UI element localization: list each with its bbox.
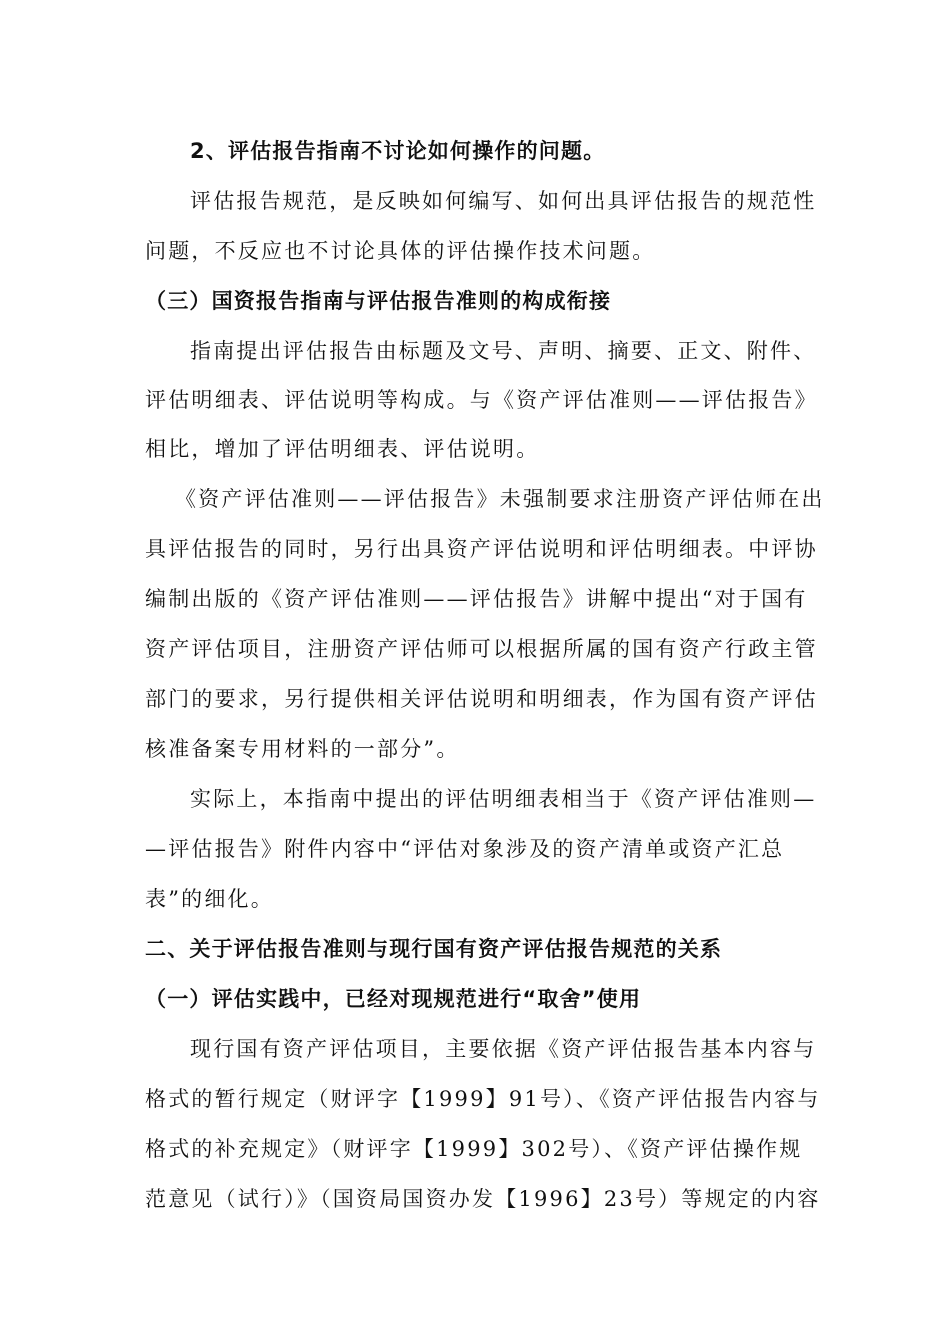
- paragraph-line: 格式的补充规定》（财评字【1999】302号）、《资产评估操作规: [145, 1137, 803, 1161]
- paragraph-line: 部门的要求，另行提供相关评估说明和明细表，作为国有资产评估: [145, 687, 818, 711]
- section-heading-3: （三）国资报告指南与评估报告准则的构成衔接: [145, 289, 612, 313]
- paragraph-line: 实际上，本指南中提出的评估明细表相当于《资产评估准则—: [190, 787, 817, 811]
- paragraph-line: 范意见（试行）》（国资局国资办发【1996】23号）等规定的内容: [145, 1187, 821, 1211]
- paragraph-line: —评估报告》附件内容中“评估对象涉及的资产清单或资产汇总: [145, 837, 785, 861]
- section-heading-1: （一）评估实践中，已经对现规范进行“取舍”使用: [145, 987, 642, 1011]
- paragraph-line: 《资产评估准则——评估报告》未强制要求注册资产评估师在出: [175, 487, 825, 511]
- paragraph-line: 具评估报告的同时，另行出具资产评估说明和评估明细表。中评协: [145, 537, 818, 561]
- paragraph-line: 相比，增加了评估明细表、评估说明。: [145, 437, 540, 461]
- paragraph-line: 评估明细表、评估说明等构成。与《资产评估准则——评估报告》: [145, 388, 818, 412]
- paragraph-line: 资产评估项目，注册资产评估师可以根据所属的国有资产行政主管: [145, 637, 818, 661]
- paragraph-line: 现行国有资产评估项目，主要依据《资产评估报告基本内容与: [190, 1037, 817, 1061]
- paragraph-line: 格式的暂行规定（财评字【1999】91号）、《资产评估报告内容与: [145, 1087, 821, 1111]
- chapter-heading-2: 二、关于评估报告准则与现行国有资产评估报告规范的关系: [145, 937, 723, 961]
- paragraph-line: 问题，不反应也不讨论具体的评估操作技术问题。: [145, 239, 656, 263]
- paragraph-line: 评估报告规范，是反映如何编写、如何出具评估报告的规范性: [190, 189, 817, 213]
- paragraph-line: 编制出版的《资产评估准则——评估报告》讲解中提出“对于国有: [145, 587, 808, 611]
- paragraph-line: 指南提出评估报告由标题及文号、声明、摘要、正文、附件、: [190, 339, 817, 363]
- paragraph-line: 表”的细化。: [145, 887, 274, 911]
- paragraph-line: 核准备案专用材料的一部分”。: [145, 737, 460, 761]
- subsection-heading-2: 2、评估报告指南不讨论如何操作的问题。: [190, 139, 606, 163]
